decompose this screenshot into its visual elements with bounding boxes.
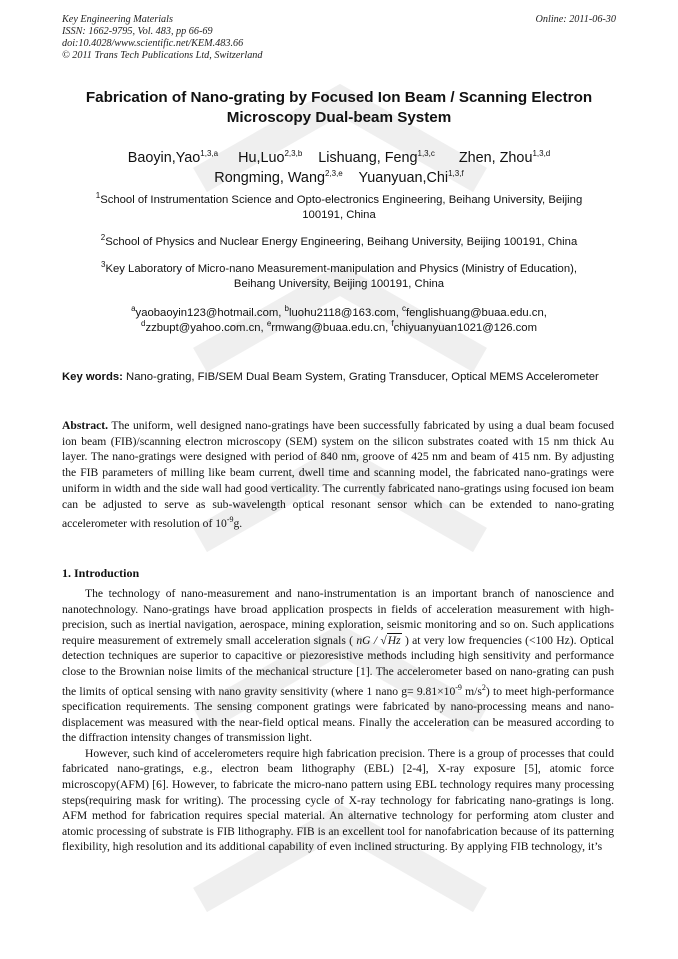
exponent: -9: [455, 682, 462, 692]
author-sup: 2,3,e: [324, 169, 343, 179]
keywords-block: [62, 370, 618, 385]
author-line-2: [40, 168, 638, 188]
math-sqrt-term: Hz: [387, 633, 401, 647]
author-name: Zhen, Zhou: [458, 150, 533, 166]
email-sup: d: [140, 319, 146, 329]
doi-line: doi:10.4028/www.scientific.net/KEM.483.66: [62, 38, 244, 49]
keywords-text: Nano-grating, FIB/SEM Dual Beam System, Grating Transducer, Optical MEMS Accelerometer: [126, 371, 599, 383]
abstract-exponent: -9: [226, 515, 234, 525]
author-name: Lishuang, Feng: [318, 150, 418, 166]
title-line-2: Microscopy Dual-beam System: [226, 109, 452, 126]
email-link[interactable]: yaobaoyin123@hotmail.com,: [135, 307, 282, 319]
affiliation-text: School of Physics and Nuclear Energy Engineering, Beihang University, Beijing 100191, China: [105, 236, 578, 248]
journal-name: Key Engineering Materials: [62, 14, 173, 25]
introduction-body: [62, 586, 614, 855]
author-line-1: [40, 148, 638, 168]
email-sup: a: [131, 304, 136, 314]
affiliation-sup: 3: [101, 260, 106, 270]
author-sup: 2,3,b: [284, 149, 303, 159]
keywords-label: Key words:: [62, 371, 123, 383]
author-list: [40, 148, 638, 188]
affiliation-2: [60, 235, 618, 250]
math-numerator: nG: [356, 633, 371, 647]
author-sup: 1,3,a: [200, 149, 219, 159]
affiliation-sup: 2: [100, 233, 106, 243]
email-link[interactable]: zzbupt@yahoo.com.cn,: [145, 322, 264, 334]
email-list: [60, 306, 618, 336]
affiliation-text: Key Laboratory of Micro-nano Measurement-manipulation and Physics (Ministry of Education),: [105, 263, 577, 275]
affiliation-text: Beihang University, Beijing 100191, China: [233, 278, 445, 290]
journal-header: [62, 14, 262, 62]
author-sup: 1,3,f: [448, 169, 464, 179]
abstract-end: g.: [233, 517, 243, 531]
paragraph: However, such kind of accelerometers require high fabrication precision. There is a group of processes that could fabricated nano-gratings, e.g., electron beam lithography (EBL) [2-4], X-ray exposure [5], atomic force microscopy(AFM) [6]. However, to fabricate the micro-nano pattern using EBL technology requires many processing steps(requiring mask for writing). The processing cycle of X-ray technology for fabricating nano-gratings is long. AFM method for fabrication requires special material. An alternative technology for performing atom cluster and atomic processing of substrate is FIB lithography. FIB is an excellent tool for nanofabrication because of its patterning flexibility, high resolution and its additional capability of even inclined structuring. By applying FIB technology, it’s: [62, 746, 614, 854]
author-sup: 1,3,c: [417, 149, 435, 159]
affiliation-sup: 1: [95, 191, 101, 201]
email-link[interactable]: chiyuanyuan1021@126.com: [393, 322, 537, 334]
email-sup: c: [402, 304, 407, 314]
email-link[interactable]: luohu2118@163.com,: [289, 307, 399, 319]
affiliation-1: [60, 193, 618, 223]
math-expression: nG / √Hz: [356, 633, 401, 647]
paragraph-text: ) to meet high-performance specification requirements. The sensing component gratings were fabricated by nano-processing means and nano-displacement was measured with the near-field optical means. Finally the acceleration can be measured according to the diffraction intensity changes of transmission light.: [62, 684, 615, 745]
author-name: Rongming, Wang: [214, 170, 325, 186]
affiliation-text: School of Instrumentation Science and Opto-electronics Engineering, Beihang University, Beijing: [100, 194, 583, 206]
affiliation-text: 100191, China: [302, 209, 376, 221]
paragraph-text: m/s: [461, 684, 482, 698]
title-line-1: Fabrication of Nano-grating by Focused Ion Beam / Scanning Electron: [85, 89, 593, 106]
author-name: Yuanyuan,Chi: [358, 170, 449, 186]
paper-title: [40, 88, 638, 128]
paragraph: [62, 586, 614, 746]
email-link[interactable]: rmwang@buaa.edu.cn,: [271, 322, 389, 334]
abstract-block: [62, 418, 614, 532]
exponent: 2: [481, 682, 486, 692]
author-sup: 1,3,d: [532, 149, 551, 159]
online-date: Online: 2011-06-30: [535, 14, 616, 25]
email-sup: e: [266, 319, 272, 329]
paragraph-text: ) at very low frequencies (<100 Hz). Optical detection techniques are superior to capacitive or piezoresistive methods including high sensitivity and performance close to the Brownian noise limits of the mechanical structure [1]. The accelerometer based on nano-grating can push the limits of optical sensing with nano gravity sensitivity (where 1 nano g= 9.81×10: [62, 633, 615, 698]
issn-line: ISSN: 1662-9795, Vol. 483, pp 66-69: [62, 26, 213, 37]
email-sup: b: [284, 304, 289, 314]
affiliation-3: [60, 262, 618, 292]
section-heading: 1. Introduction: [62, 566, 140, 580]
paragraph-text: The technology of nano-measurement and nano-instrumentation is an important branch of nanoscience and nanotechnology. Nano-gratings have broad application prospects in fields of acceleration measurement with high-precision, such as inertial navigation, aerospace, mining exploration, seismic monitoring and so on. Such applications require measurement of extremely small acceleration signals (: [62, 587, 614, 647]
author-name: Baoyin,Yao: [127, 150, 201, 166]
abstract-text: The uniform, well designed nano-gratings have been successfully fabricated by using a dual beam focused ion beam (FIB)/scanning electron microscopy (SEM) system on the silicon substrates coated with 15 nm thick Au layer. The nano-gratings were designed with period of 840 nm, groove of 425 nm and beam of 415 nm. By adjusting the FIB parameters of milling like beam current, dwell time and scanning model, the fabricated nano-gratings were uniform in width and the side wall had good verticality. The currently fabricated nano-gratings using focused ion beam can be adjusted to serve as sub-wavelength optical resonant sensor which can be extended to nano-grating accelerometer with resolution of 10: [62, 419, 614, 531]
abstract-label: Abstract.: [62, 419, 109, 432]
author-name: Hu,Luo: [238, 150, 285, 166]
email-link[interactable]: fenglishuang@buaa.edu.cn,: [406, 307, 547, 319]
copyright-line: © 2011 Trans Tech Publications Ltd, Switzerland: [62, 50, 263, 61]
email-sup: f: [391, 319, 394, 329]
